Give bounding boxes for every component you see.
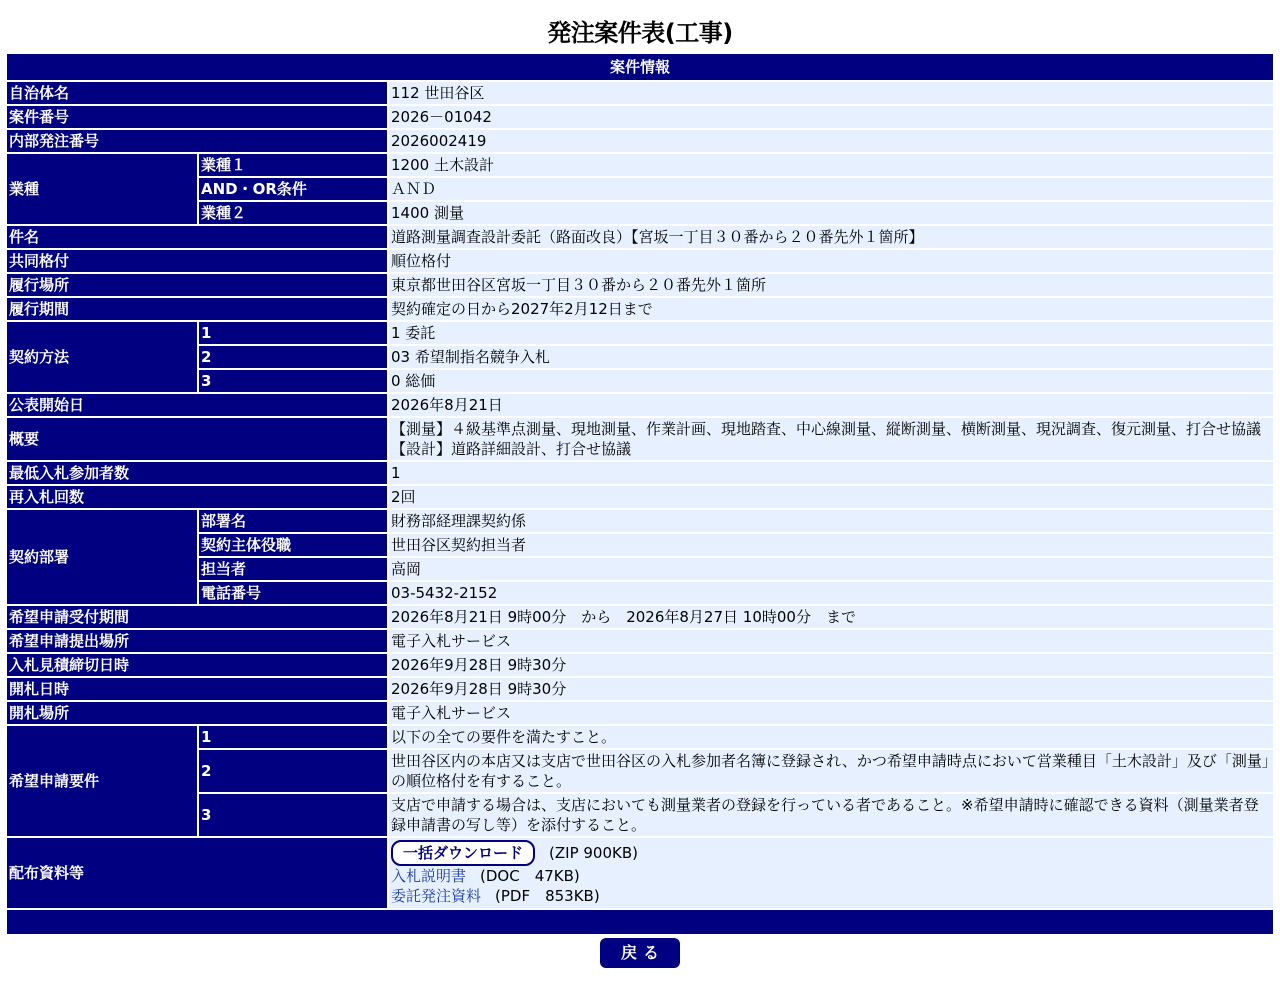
row-municipality	[7, 82, 1273, 104]
period-label: 履行期間	[7, 298, 387, 320]
requirements-label: 希望申請要件	[7, 726, 197, 836]
application-place-label: 希望申請提出場所	[7, 630, 387, 652]
department-sub2-value: 世田谷区契約担当者	[387, 534, 1273, 556]
bulk-download-info: (ZIP 900KB)	[549, 844, 638, 862]
department-sub2-label: 契約主体役職	[197, 534, 387, 556]
opening-place-label: 開札場所	[7, 702, 387, 724]
industry-sub1-label: 業種１	[197, 154, 387, 176]
subject-value: 道路測量調査設計委託（路面改良）【宮坂一丁目３０番から２０番先外１箇所】	[387, 226, 1273, 248]
industry-sub2-label: AND・OR条件	[197, 178, 387, 200]
subject-label: 件名	[7, 226, 387, 248]
row-internal-number	[7, 130, 1273, 152]
estimate-deadline-label: 入札見積締切日時	[7, 654, 387, 676]
industry-sub3-value: 1400 測量	[387, 202, 1273, 224]
estimate-deadline-value: 2026年9月28日 9時30分	[387, 654, 1273, 676]
period-value: 契約確定の日から2027年2月12日まで	[387, 298, 1273, 320]
min-bidders-value: 1	[387, 462, 1273, 484]
requirements-sub1-label: 1	[197, 726, 387, 748]
department-sub3-label: 担当者	[197, 558, 387, 580]
opening-datetime-label: 開札日時	[7, 678, 387, 700]
case-info-table	[7, 52, 1273, 936]
page-title: 発注案件表(工事)	[547, 19, 733, 47]
section-header: 案件情報	[7, 54, 1273, 80]
application-period-value: 2026年8月21日 9時00分 から 2026年8月27日 10時00分 まで	[387, 606, 1273, 628]
industry-label: 業種	[7, 154, 197, 224]
department-sub4-label: 電話番号	[197, 582, 387, 604]
industry-sub3-label: 業種２	[197, 202, 387, 224]
bid-description-info: (DOC 47KB)	[480, 867, 580, 885]
department-sub1-value: 財務部経理課契約係	[387, 510, 1273, 532]
application-place-value: 電子入札サービス	[387, 630, 1273, 652]
requirements-sub1-value: 以下の全ての要件を満たすこと。	[387, 726, 1273, 748]
publish-date-label: 公表開始日	[7, 394, 387, 416]
location-value: 東京都世田谷区宮坂一丁目３０番から２０番先外１箇所	[387, 274, 1273, 296]
case-number-value: 2026－01042	[387, 106, 1273, 128]
overview-label: 概要	[7, 418, 387, 460]
case-number-label: 案件番号	[7, 106, 387, 128]
internal-number-label: 内部発注番号	[7, 130, 387, 152]
joint-rating-value: 順位格付	[387, 250, 1273, 272]
location-label: 履行場所	[7, 274, 387, 296]
back-button[interactable]: 戻る	[600, 938, 680, 968]
materials-value	[387, 838, 1273, 908]
joint-rating-label: 共同格付	[7, 250, 387, 272]
industry-sub1-value: 1200 土木設計	[387, 154, 1273, 176]
internal-number-value: 2026002419	[387, 130, 1273, 152]
application-period-label: 希望申請受付期間	[7, 606, 387, 628]
contract-method-sub3-label: 3	[197, 370, 387, 392]
bid-description-link[interactable]: 入札説明書	[391, 867, 467, 885]
row-case-number	[7, 106, 1273, 128]
requirements-sub2-value: 世田谷区内の本店又は支店で世田谷区の入札参加者名簿に登録され、かつ希望申請時点において営業種目「土木設計」及び「測量」の順位格付を有すること。	[387, 750, 1273, 792]
department-sub3-value: 高岡	[387, 558, 1273, 580]
materials-label: 配布資料等	[7, 838, 387, 908]
bulk-download-button[interactable]: 一括ダウンロード	[391, 840, 535, 866]
department-sub4-value: 03-5432-2152	[387, 582, 1273, 604]
publish-date-value: 2026年8月21日	[387, 394, 1273, 416]
contract-method-sub1-value: 1 委託	[387, 322, 1273, 344]
department-label: 契約部署	[7, 510, 197, 604]
rebid-count-value: 2回	[387, 486, 1273, 508]
order-materials-link[interactable]: 委託発注資料	[391, 887, 482, 905]
contract-method-sub2-label: 2	[197, 346, 387, 368]
municipality-label: 自治体名	[7, 82, 387, 104]
min-bidders-label: 最低入札参加者数	[7, 462, 387, 484]
contract-method-label: 契約方法	[7, 322, 197, 392]
contract-method-sub3-value: 0 総価	[387, 370, 1273, 392]
contract-method-sub1-label: 1	[197, 322, 387, 344]
opening-datetime-value: 2026年9月28日 9時30分	[387, 678, 1273, 700]
order-materials-info: (PDF 853KB)	[495, 887, 600, 905]
overview-value: 【測量】４級基準点測量、現地測量、作業計画、現地踏査、中心線測量、縦断測量、横断測量、現況調査、復元測量、打合せ協議【設計】道路詳細設計、打合せ協議	[387, 418, 1273, 460]
requirements-sub3-label: 3	[197, 794, 387, 836]
industry-sub2-value: ＡＮＤ	[387, 178, 1273, 200]
contract-method-sub2-value: 03 希望制指名競争入札	[387, 346, 1273, 368]
requirements-sub2-label: 2	[197, 750, 387, 792]
municipality-value: 112 世田谷区	[387, 82, 1273, 104]
requirements-sub3-value: 支店で申請する場合は、支店においても測量業者の登録を行っている者であること。※希望申請時に確認できる資料（測量業者登録申請書の写し等）を添付すること。	[387, 794, 1273, 836]
opening-place-value: 電子入札サービス	[387, 702, 1273, 724]
rebid-count-label: 再入札回数	[7, 486, 387, 508]
department-sub1-label: 部署名	[197, 510, 387, 532]
footer-bar	[7, 910, 1273, 934]
